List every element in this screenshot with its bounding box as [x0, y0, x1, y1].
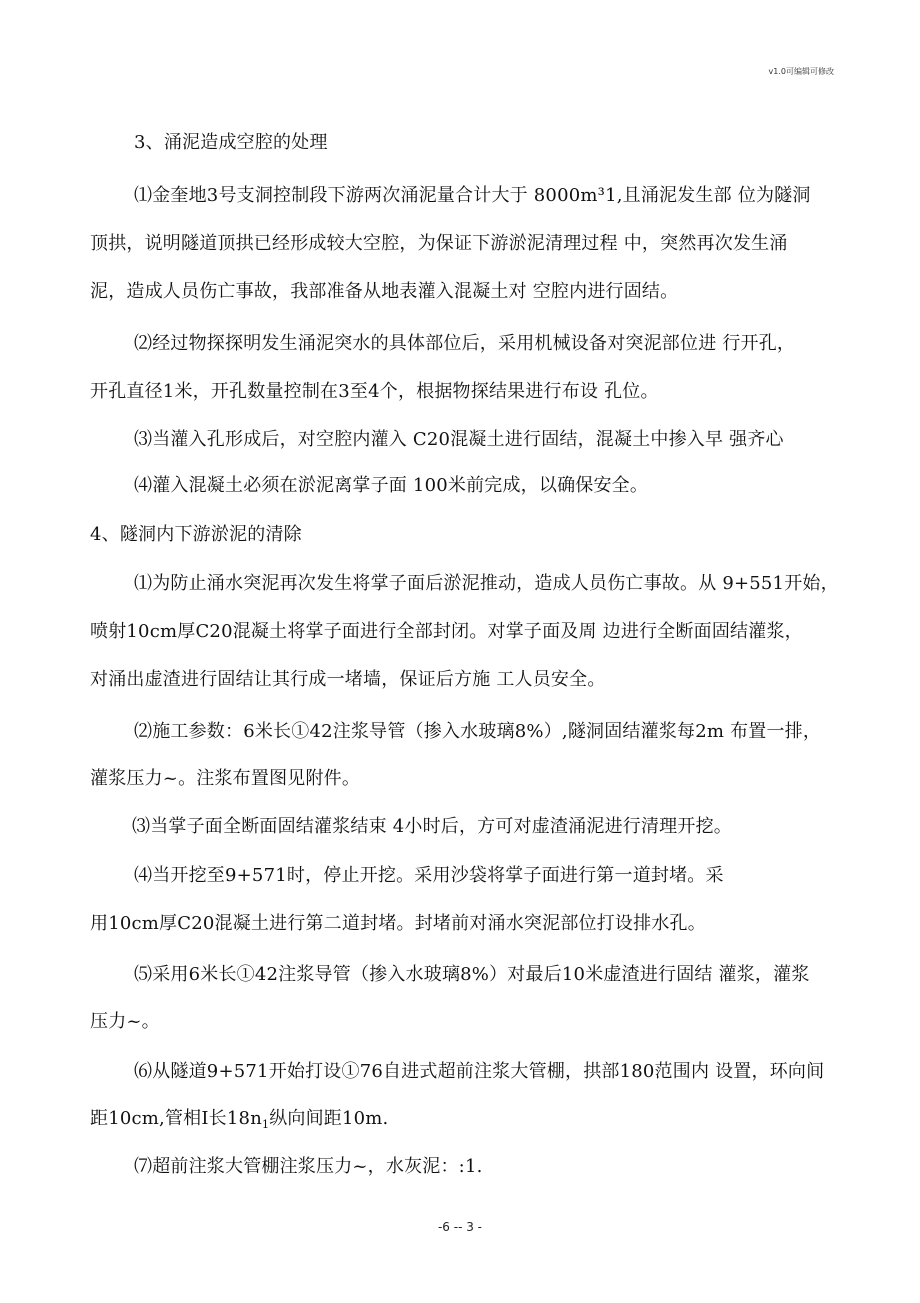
- paragraph-line: 泥，造成人员伤亡事故，我部准备从地表灌入混凝土对 空腔内进行固结。: [90, 281, 679, 302]
- section-heading-4: 4、隧洞内下游淤泥的清除: [90, 524, 302, 545]
- paragraph-line: ⑴金奎地3号支洞控制段下游两次涌泥量合计大于 8000m³1,且涌泥发生部 位为隧洞: [134, 185, 811, 206]
- paragraph-line: [90, 1107, 388, 1137]
- line-text: 距10cm,管相I长18n: [90, 1108, 262, 1129]
- paragraph-line: ⑵经过物探探明发生涌泥突水的具体部位后，采用机械设备对突泥部位进 行开孔，: [134, 333, 796, 354]
- paragraph-line: ⑹从隧道9+571开始打设①76自进式超前注浆大管棚，拱部180范围内 设置，环向间: [134, 1061, 825, 1082]
- paragraph-line: ⑶当灌入孔形成后，对空腔内灌入 C20混凝土进行固结，混凝土中掺入早 强齐心: [134, 429, 784, 450]
- paragraph-line: 用10cm厚C20混凝土进行第二道封堵。封堵前对涌水突泥部位打设排水孔。: [90, 913, 706, 934]
- section-heading-3: 3、涌泥造成空腔的处理: [134, 132, 328, 153]
- paragraph-line: 顶拱，说明隧道顶拱已经形成较大空腔，为保证下游淤泥清理过程 中，突然再次发生涌: [90, 233, 788, 254]
- paragraph-line: ⑺超前注浆大管棚注浆压力~，水灰泥：:1.: [134, 1156, 483, 1177]
- paragraph-line: ⑴为防止涌水突泥再次发生将掌子面后淤泥推动，造成人员伤亡事故。从 9+551开始，: [134, 573, 839, 594]
- paragraph-line: 喷射10cm厚C20混凝土将掌子面进行全部封闭。对掌子面及周 边进行全断面固结灌浆，: [90, 621, 803, 642]
- page-number: -6 -- 3 -: [437, 1220, 483, 1234]
- paragraph-line: 灌浆压力~。注浆布置图见附件。: [90, 768, 361, 789]
- subscript: 1: [261, 1118, 270, 1131]
- paragraph-line: 压力~。: [90, 1011, 160, 1032]
- paragraph-line: 开孔直径1米，开孔数量控制在3至4个，根据物探结果进行布设 孔位。: [90, 381, 659, 402]
- paragraph-line: ⑷当开挖至9+571时，停止开挖。采用沙袋将掌子面进行第一道封堵。采: [134, 865, 724, 886]
- paragraph-line: ⑵施工参数：6米长①42注浆导管（掺入水玻璃8%）,隧洞固结灌浆每2m 布置一排，: [134, 721, 822, 742]
- line-text-tail: 纵向间距10m.: [269, 1108, 389, 1129]
- paragraph-line: ⑶当掌子面全断面固结灌浆结束 4小时后，方可对虚渣涌泥进行清理开挖。: [132, 816, 732, 837]
- version-note: v1.0可编辑可修改: [768, 67, 834, 76]
- paragraph-line: ⑷灌入混凝土必须在淤泥离掌子面 100米前完成，以确保安全。: [134, 475, 649, 496]
- paragraph-line: 对涌出虚渣进行固结让其行成一堵墙，保证后方施 工人员安全。: [90, 669, 606, 690]
- paragraph-line: ⑸采用6米长①42注浆导管（掺入水玻璃8%）对最后10米虚渣进行固结 灌浆，灌浆: [134, 964, 810, 985]
